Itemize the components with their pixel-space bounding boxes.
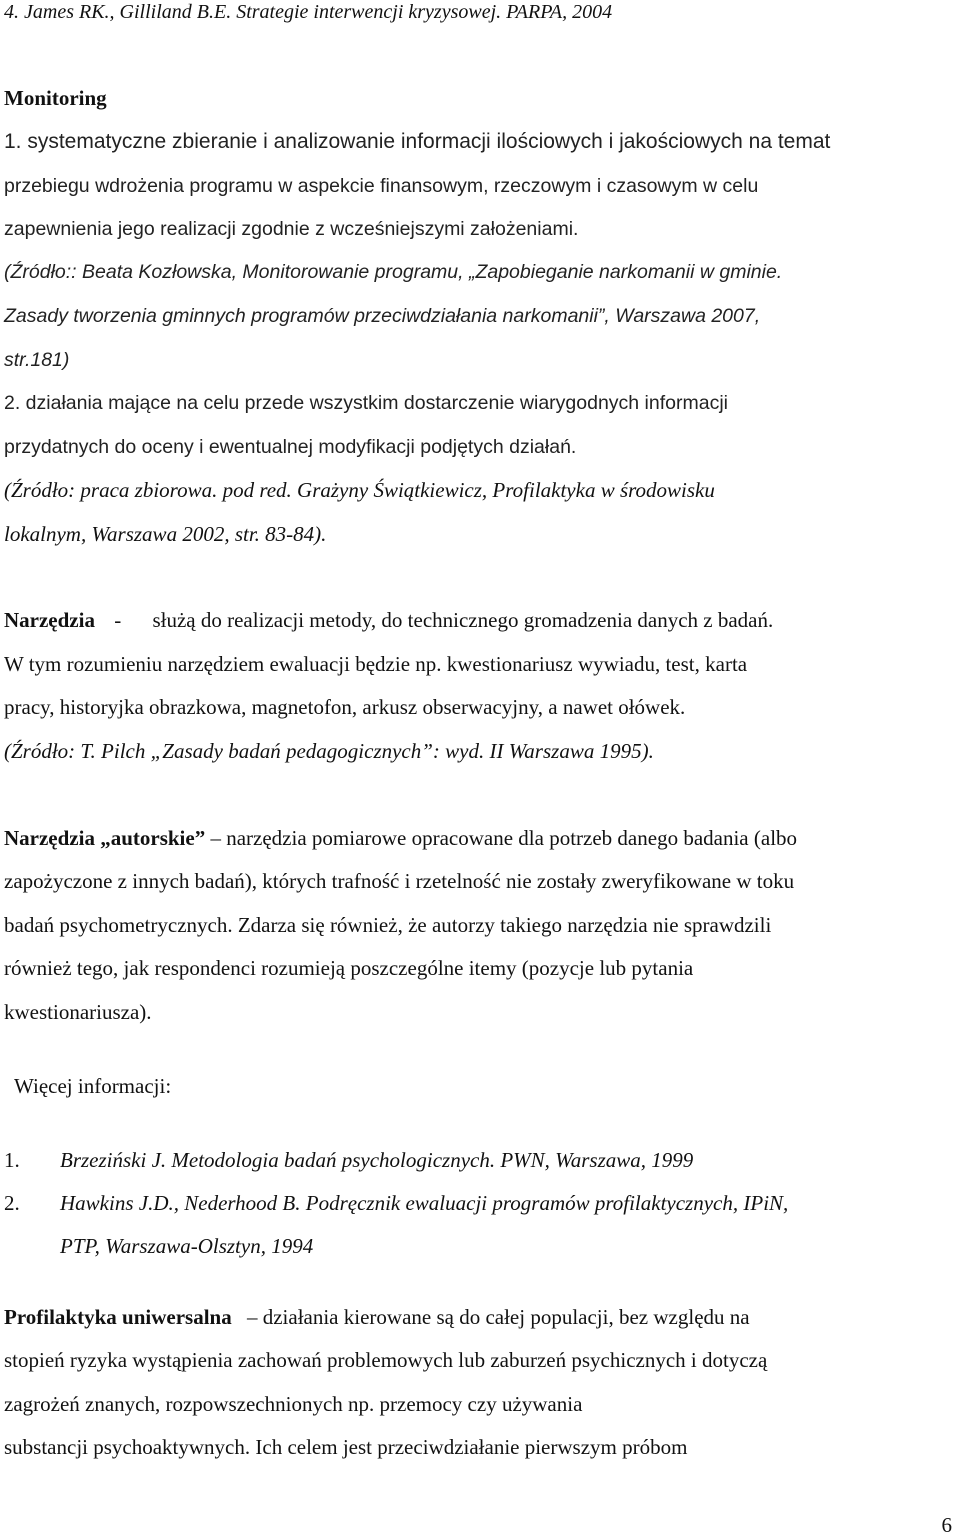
more-info-item-2-cont: PTP, Warszawa-Olsztyn, 1994 (60, 1234, 314, 1258)
tools-line2: W tym rozumieniu narzędziem ewaluacji będzie np. kwestionariusz wywiadu, test, karta (4, 652, 748, 676)
author-tools-line1 (4, 824, 797, 852)
author-tools-term: Narzędzia „autorskie” (4, 826, 206, 850)
monitoring-source1-line1: (Źródło:: Beata Kozłowska, Monitorowanie programu, „Zapobieganie narkomanii w gminie. (4, 261, 783, 283)
page-number: 6 (941, 1513, 952, 1537)
monitoring-source2-line2: lokalnym, Warszawa 2002, str. 83-84). (4, 522, 327, 546)
monitoring-def2-line2: przydatnych do oceny i ewentualnej modyfikacji podjętych działań. (4, 436, 577, 458)
tools-line1 (4, 606, 773, 634)
universal-line2: stopień ryzyka wystąpienia zachowań problemowych lub zaburzeń psychicznych i dotyczą (4, 1348, 768, 1372)
tools-dash: - (114, 608, 122, 632)
more-info-item-2-text: Hawkins J.D., Nederhood B. Podręcznik ewaluacji programów profilaktycznych, IPiN, (60, 1191, 789, 1215)
universal-term: Profilaktyka uniwersalna (4, 1305, 232, 1329)
monitoring-heading: Monitoring (4, 86, 107, 110)
tools-term: Narzędzia (4, 608, 95, 632)
text: 1. systematyczne zbieranie i analizowanie informacji ilościowych i jakościowych na temat (4, 130, 831, 153)
monitoring-source2-line1: (Źródło: praca zbiorowa. pod red. Grażyny Świątkiewicz, Profilaktyka w środowisku (4, 478, 715, 502)
author-tools-line1-rest: – narzędzia pomiarowe opracowane dla potrzeb danego badania (albo (205, 826, 798, 850)
tools-line3: pracy, historyjka obrazkowa, magnetofon, arkusz obserwacyjny, a nawet ołówek. (4, 695, 686, 719)
reference-james: 4. James RK., Gilliland B.E. Strategie interwencji kryzysowej. PARPA, 2004 (4, 1, 613, 23)
universal-line3: zagrożeń znanych, rozpowszechnionych np. przemocy czy używania (4, 1392, 583, 1416)
monitoring-source1-line3: str.181) (4, 349, 70, 371)
universal-line4: substancji psychoaktywnych. Ich celem jest przeciwdziałanie pierwszym próbom (4, 1435, 688, 1459)
monitoring-def1-line2: przebiegu wdrożenia programu w aspekcie finansowym, rzeczowym i czasowym w celu (4, 175, 759, 197)
more-info-item-1-text: Brzeziński J. Metodologia badań psychologicznych. PWN, Warszawa, 1999 (60, 1148, 694, 1172)
author-tools-line5: kwestionariusza). (4, 1000, 152, 1024)
monitoring-def1-line1 (4, 128, 956, 156)
universal-line1-rest: – działania kierowane są do całej populacji, bez względu na (246, 1305, 750, 1329)
tools-source: (Źródło: T. Pilch „Zasady badań pedagogicznych”: wyd. II Warszawa 1995). (4, 739, 654, 763)
monitoring-def2-line1: 2. działania mające na celu przede wszystkim dostarczenie wiarygodnych informacji (4, 392, 728, 414)
author-tools-line2: zapożyczone z innych badań), których trafność i rzetelność nie zostały zweryfikowane w toku (4, 869, 795, 893)
tools-line1-rest: służą do realizacji metody, do technicznego gromadzenia danych z badań. (152, 608, 774, 632)
author-tools-line4: również tego, jak respondenci rozumieją poszczególne itemy (pozycje lub pytania (4, 956, 694, 980)
more-info-item-1-num: 1. (4, 1148, 20, 1172)
universal-line1 (4, 1303, 750, 1331)
more-info-item-2-num: 2. (4, 1191, 20, 1215)
monitoring-source1-line2: Zasady tworzenia gminnych programów przeciwdziałania narkomanii”, Warszawa 2007, (4, 305, 761, 327)
author-tools-line3: badań psychometrycznych. Zdarza się również, że autorzy takiego narzędzia nie sprawdzili (4, 913, 772, 937)
monitoring-def1-line3: zapewnienia jego realizacji zgodnie z wcześniejszymi założeniami. (4, 218, 579, 240)
more-info-heading: Więcej informacji: (14, 1074, 172, 1098)
